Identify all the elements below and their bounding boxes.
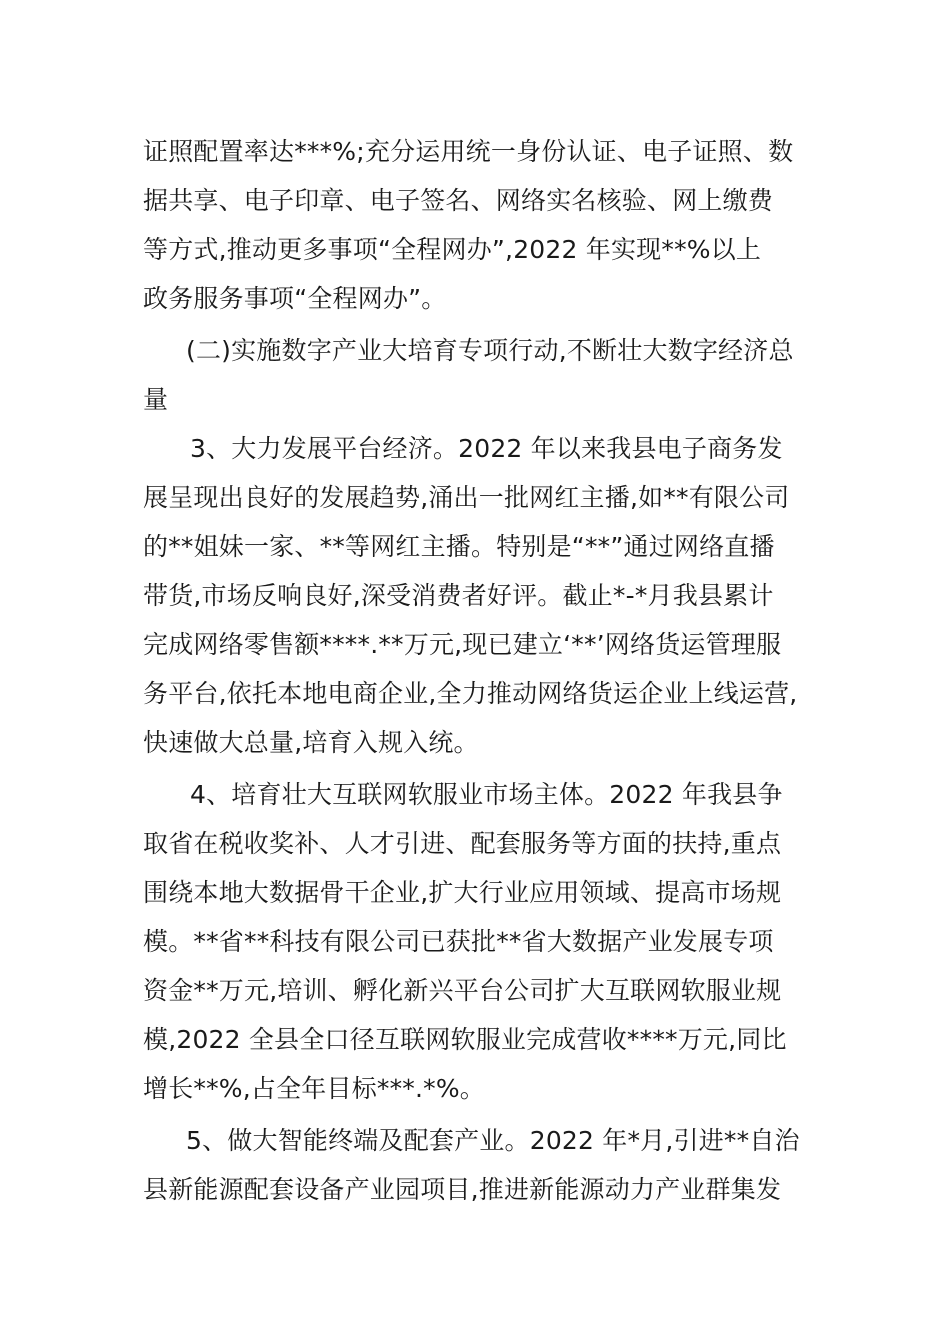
section-heading: (二)实施数字产业大培育专项行动,不断壮大数字经济总 (186, 336, 794, 365)
paragraph-heading: 3、大力发展平台经济。2022 年以来我县电子商务发 (190, 434, 783, 463)
text-line: 增长**%,占全年目标***.*%。 (143, 1074, 486, 1103)
text-line: 政务服务事项“全程网办”。 (143, 284, 447, 313)
text-line: 模,2022 全县全口径互联网软服业完成营收****万元,同比 (143, 1025, 787, 1054)
text-line: 等方式,推动更多事项“全程网办”,2022 年实现**%以上 (143, 235, 762, 264)
text-line: 证照配置率达***%;充分运用统一身份认证、电子证照、数 (143, 137, 794, 166)
text-line: 的**姐妹一家、**等网红主播。特别是“**”通过网络直播 (143, 532, 775, 561)
paragraph-heading: 5、做大智能终端及配套产业。2022 年*月,引进**自治 (186, 1126, 800, 1155)
text-line: 快速做大总量,培育入规入统。 (143, 728, 479, 757)
text-line: 资金**万元,培训、孵化新兴平台公司扩大互联网软服业规 (143, 976, 782, 1005)
text-line: 量 (143, 385, 169, 414)
text-line: 县新能源配套设备产业园项目,推进新能源动力产业群集发 (143, 1175, 782, 1204)
text-line: 务平台,依托本地电商企业,全力推动网络货运企业上线运营, (143, 679, 798, 708)
paragraph-heading: 4、培育壮大互联网软服业市场主体。2022 年我县争 (190, 780, 783, 809)
text-line: 完成网络零售额****.**万元,现已建立‘**’网络货运管理服 (143, 630, 782, 659)
text-line: 展呈现出良好的发展趋势,涌出一批网红主播,如**有限公司 (143, 483, 790, 512)
text-line: 据共享、电子印章、电子签名、网络实名核验、网上缴费 (143, 186, 774, 215)
text-line: 取省在税收奖补、人才引进、配套服务等方面的扶持,重点 (143, 829, 782, 858)
text-line: 带货,市场反响良好,深受消费者好评。截止*-*月我县累计 (143, 581, 774, 610)
text-line: 围绕本地大数据骨干企业,扩大行业应用领域、提高市场规 (143, 878, 782, 907)
text-line: 模。**省**科技有限公司已获批**省大数据产业发展专项 (143, 927, 774, 956)
